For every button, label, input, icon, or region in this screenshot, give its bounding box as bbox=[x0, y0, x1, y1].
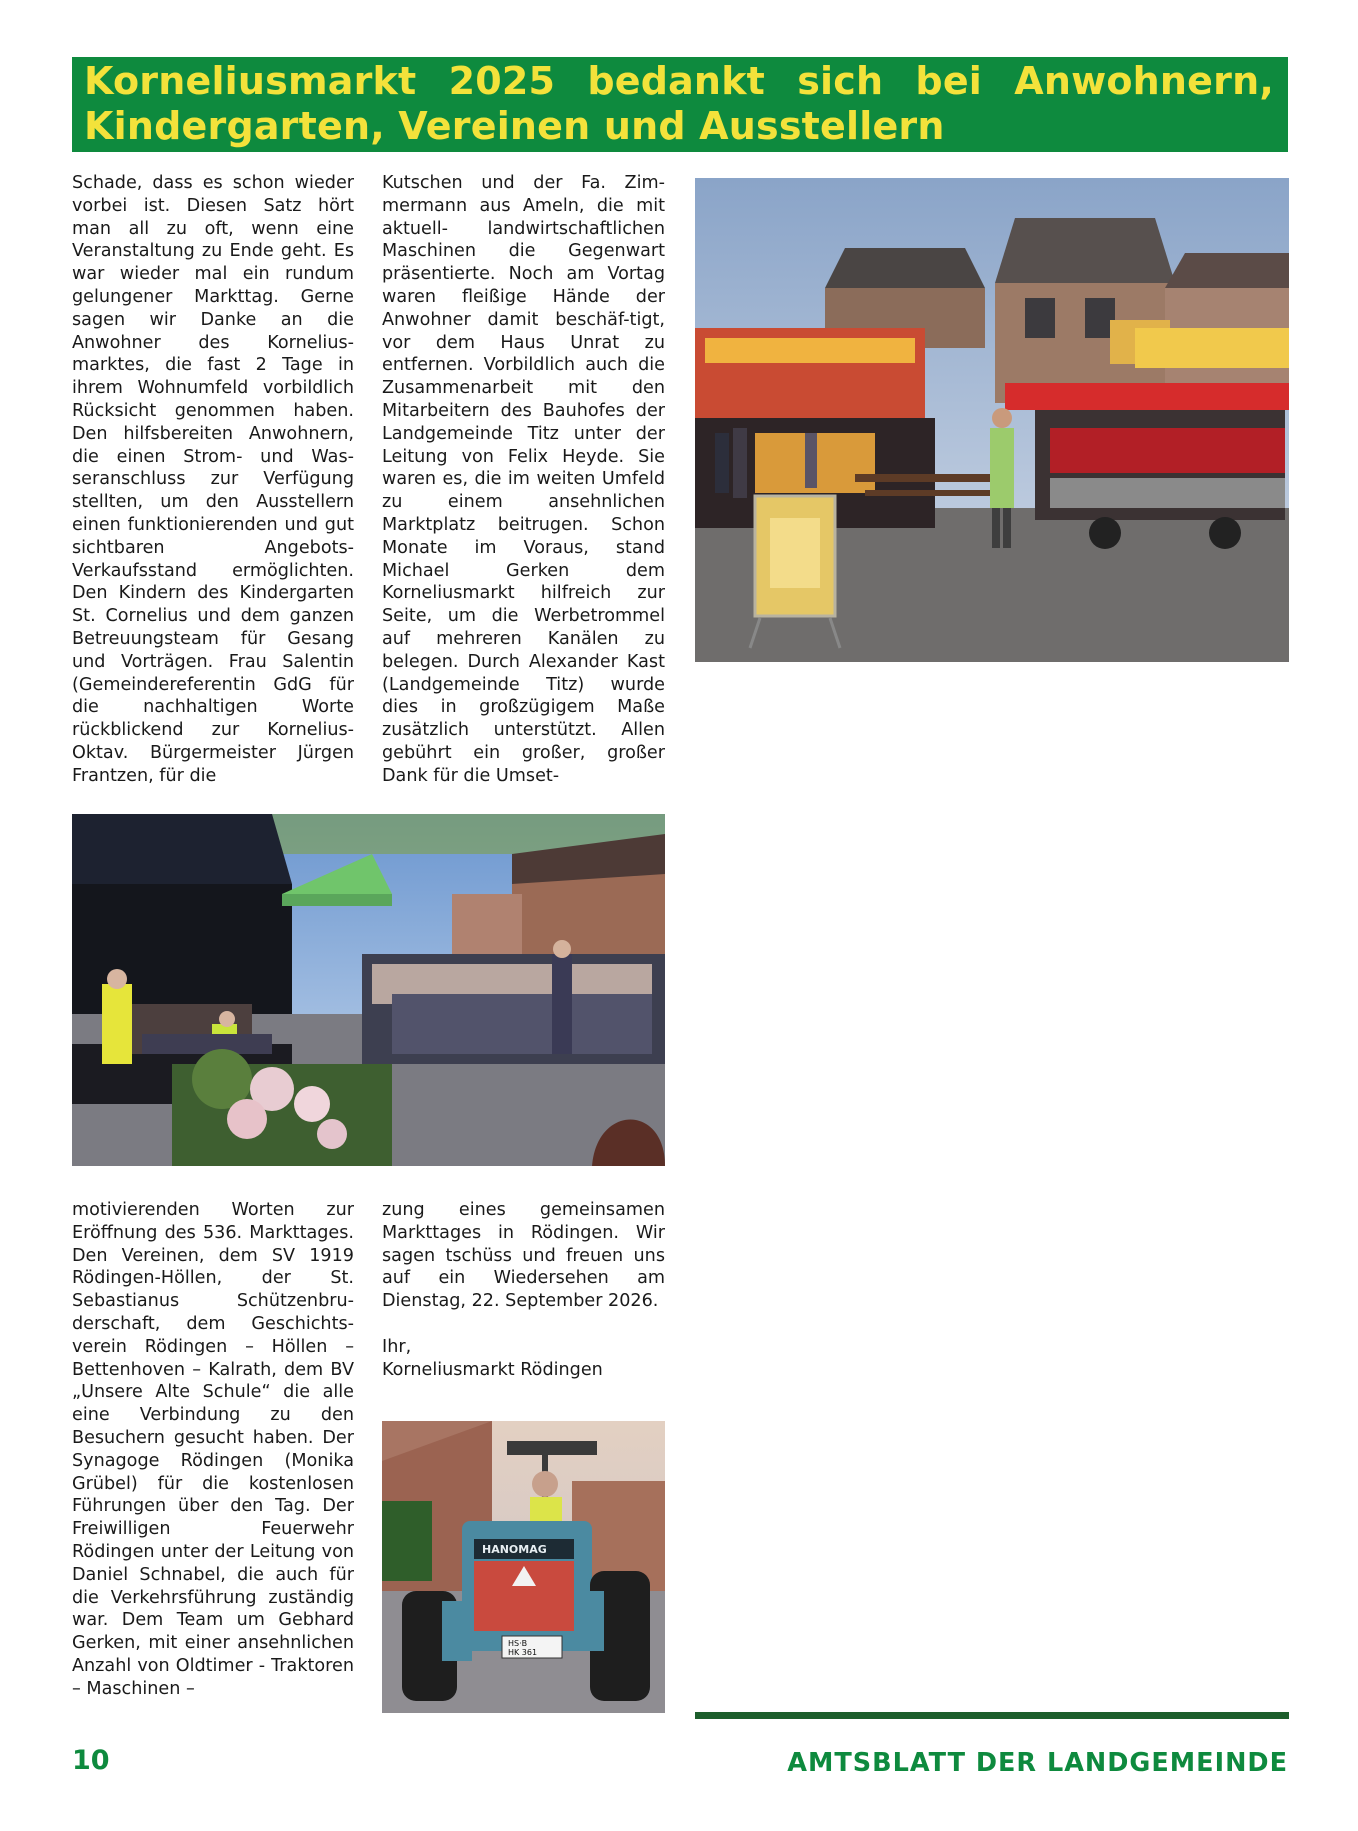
headline-banner bbox=[72, 57, 1288, 152]
page-number: 10 bbox=[72, 1745, 110, 1776]
paragraph: motivierenden Worten zur Eröffnung des 536. Markttages. Den Vereinen, dem SV 1919 Rödingen-Höllen, der St. Sebastianus Schützenbruderschaft, dem Geschichtsverein Rödingen – Höllen – Bettenhoven – Kalrath, dem BV „Unsere Alte Schule“ die alle eine Verbindung zu den Besuchern gesucht haben. Der Synagoge Rödingen (Monika Grübel) für die kostenlosen Führungen über den Tag. Der Freiwilligen Feuerwehr Rödingen unter der Leitung von Daniel Schnabel, die auch für die Verkehrsführung zuständig war. Dem Team um Gebhard Gerken, mit einer ansehnlichen Anzahl von Oldtimer - Traktoren – Maschinen – bbox=[72, 1200, 354, 1699]
paragraph: Schade, dass es schon wieder vorbei ist. Diesen Satz hört man all zu oft, wenn eine Veranstaltung zu Ende geht. Es war wieder mal ein rundum gelungener Markttag. Gerne sagen wir Danke an die Anwohner des Korneliusmarktes, die fast 2 Tage in ihrem Wohnumfeld vorbildlich Rücksicht genommen haben. Den hilfsbereiten Anwohnern, die einen Strom- und Wasseranschluss zur Verfügung stellten, um den Ausstellern einen funktionierenden und gut sichtbaren Angebots-Verkaufsstand ermöglichten. Den Kindern des Kindergarten St. Cornelius und dem ganzen Betreuungsteam für Gesang und Vorträgen. Frau Salentin (Gemeindereferentin GdG für die nachhaltigen Worte rückblickend zur Kornelius-Oktav. Bürgermeister Jürgen Frantzen, für die bbox=[72, 173, 354, 786]
publication-title: AMTSBLATT DER LANDGEMEINDE bbox=[787, 1748, 1288, 1778]
signature: Korneliusmarkt Rödingen bbox=[382, 1359, 603, 1380]
tractor-photo bbox=[382, 1421, 665, 1713]
footer-rule bbox=[695, 1712, 1289, 1719]
paragraph: Kutschen und der Fa. Zimmermann aus Ameln, die mit aktuell- landwirtschaftlichen Maschinen die Gegenwart präsentierte. Noch am Vortag waren fleißige Hände der Anwohner damit beschäf-tigt, vor dem Haus Unrat zu entfernen. Vorbildlich auch die Zusammenarbeit mit den Mitarbeitern des Bauhofes der Landgemeinde Titz unter der Leitung von Felix Heyde. Sie waren es, die im weiten Umfeld zu einem ansehnlichen Marktplatz beitrugen. Schon Monate im Voraus, stand Michael Gerken dem Korneliusmarkt hilfreich zur Seite, um die Werbetrommel auf mehreren Kanälen zu belegen. Durch Alexander Kast (Landgemeinde Titz) wurde dies in großzügigem Maße zusätzlich unterstützt. Allen gebührt ein großer, großer Dank für die Umset- bbox=[382, 173, 665, 786]
fairground-illustration bbox=[695, 178, 1289, 662]
article-column-1 bbox=[72, 172, 354, 792]
fairground-photo bbox=[695, 178, 1289, 662]
tractor-brand-text: HANOMAG bbox=[482, 1543, 547, 1556]
article-column-2 bbox=[382, 172, 665, 792]
stage-crowd-photo bbox=[72, 814, 665, 1166]
license-plate-line-1: HS·B bbox=[508, 1639, 528, 1648]
article-column-4 bbox=[382, 1199, 665, 1389]
paragraph: zung eines gemeinsamen Markttages in Rödingen. Wir sagen tschüss und freuen uns auf ein Wiedersehen am Dienstag, 22. September 2026. bbox=[382, 1200, 665, 1312]
stage-illustration bbox=[72, 814, 665, 1166]
article-column-3 bbox=[72, 1199, 354, 1724]
closing-greeting: Ihr, bbox=[382, 1336, 412, 1357]
license-plate-line-2: HK 361 bbox=[508, 1648, 538, 1657]
tractor-illustration bbox=[382, 1421, 665, 1713]
page-title: Korneliusmarkt 2025 bedankt sich bei Anwohnern, Kindergarten, Vereinen und Ausstellern bbox=[84, 59, 1274, 148]
